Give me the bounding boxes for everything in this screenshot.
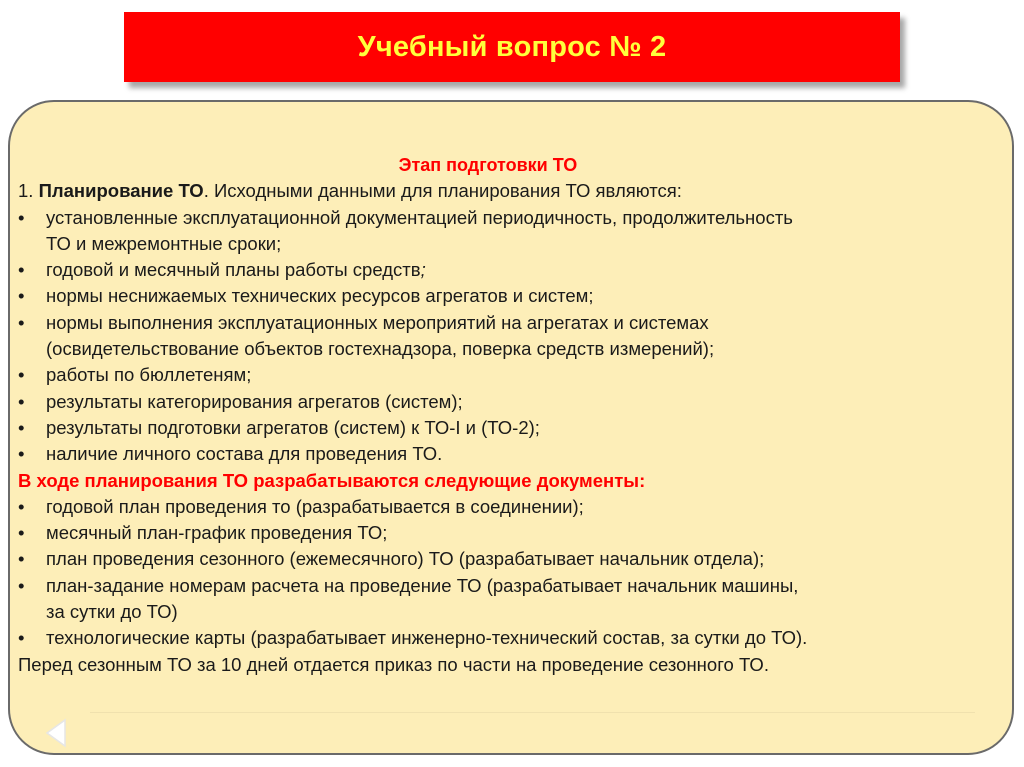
input-item-text bbox=[46, 362, 996, 388]
bullet-icon: • bbox=[18, 416, 25, 438]
text-line: нормы выполнения эксплуатационных мероприятий на агрегатах и системах bbox=[46, 311, 709, 333]
text-line: установленные эксплуатационной документацией периодичность, продолжительность bbox=[46, 206, 793, 228]
bullet-icon: • bbox=[18, 522, 25, 544]
input-item-text bbox=[46, 441, 996, 467]
intro-line bbox=[18, 178, 998, 204]
document-item bbox=[18, 494, 998, 520]
text-line: месячный план-график проведения ТО; bbox=[46, 522, 388, 544]
text-line: план-задание номерам расчета на проведение ТО (разрабатывает начальник машины, bbox=[46, 574, 799, 596]
documents-heading: В ходе планирования ТО разрабатываются следующие документы: bbox=[18, 469, 646, 491]
bullet-icon: • bbox=[18, 627, 25, 649]
bullet-icon: • bbox=[18, 443, 25, 465]
document-item-text bbox=[46, 573, 996, 626]
intro-rest: . Исходными данными для планирования ТО являются: bbox=[203, 180, 682, 202]
input-item-text bbox=[46, 257, 996, 283]
text-line: план проведения сезонного (ежемесячного) ТО (разрабатывает начальник отдела); bbox=[46, 548, 765, 570]
document-item-text bbox=[46, 520, 996, 546]
play-left-arrow-icon[interactable] bbox=[44, 718, 68, 748]
input-item-text bbox=[46, 415, 996, 441]
text-line: результаты категорирования агрегатов (систем); bbox=[46, 390, 463, 412]
text-line: годовой план проведения то (разрабатывается в соединении); bbox=[46, 495, 584, 517]
text-line: технологические карты (разрабатывает инженерно-технический состав, за сутки до ТО). bbox=[46, 627, 808, 649]
input-item bbox=[18, 205, 998, 258]
document-item-text bbox=[46, 546, 996, 572]
input-item bbox=[18, 415, 998, 441]
input-item bbox=[18, 441, 998, 467]
documents-list bbox=[18, 494, 998, 652]
text-line: наличие личного состава для проведения ТО. bbox=[46, 443, 443, 465]
italic-tail: ; bbox=[420, 259, 426, 281]
text-line-continued: ТО и межремонтные сроки; bbox=[46, 232, 282, 254]
bullet-icon: • bbox=[18, 285, 25, 307]
intro-number: 1. bbox=[18, 180, 39, 202]
divider bbox=[90, 712, 975, 713]
document-item bbox=[18, 546, 998, 572]
title-bar bbox=[124, 12, 900, 82]
bullet-icon: • bbox=[18, 548, 25, 570]
slide-content bbox=[18, 152, 998, 678]
text-line: работы по бюллетеням; bbox=[46, 364, 252, 386]
bullet-icon: • bbox=[18, 574, 25, 596]
input-item bbox=[18, 362, 998, 388]
input-item bbox=[18, 283, 998, 309]
input-item bbox=[18, 257, 998, 283]
intro-bold: Планирование ТО bbox=[38, 180, 204, 202]
text-line: результаты подготовки агрегатов (систем) к ТО-I и (ТО-2); bbox=[46, 416, 540, 438]
bullet-icon: • bbox=[18, 311, 25, 333]
document-item-text bbox=[46, 494, 996, 520]
closing-line: Перед сезонным ТО за 10 дней отдается приказ по части на проведение сезонного ТО. bbox=[18, 653, 769, 675]
slide-title: Учебный вопрос № 2 bbox=[357, 30, 667, 63]
document-item bbox=[18, 625, 998, 651]
bullet-icon: • bbox=[18, 206, 25, 228]
section-heading: Этап подготовки ТО bbox=[398, 155, 578, 175]
input-item bbox=[18, 310, 998, 363]
text-line-continued: (освидетельствование объектов гостехнадзора, поверка средств измерений); bbox=[46, 338, 715, 360]
input-item-text bbox=[46, 389, 996, 415]
text-line-continued: за сутки до ТО) bbox=[46, 601, 178, 623]
document-item-text bbox=[46, 625, 996, 651]
text-line: нормы неснижаемых технических ресурсов агрегатов и систем; bbox=[46, 285, 594, 307]
input-data-list bbox=[18, 205, 998, 468]
input-item-text bbox=[46, 310, 996, 363]
bullet-icon: • bbox=[18, 259, 25, 281]
bullet-icon: • bbox=[18, 495, 25, 517]
input-item bbox=[18, 389, 998, 415]
document-item bbox=[18, 520, 998, 546]
bullet-icon: • bbox=[18, 364, 25, 386]
input-item-text bbox=[46, 205, 996, 258]
text-line: годовой и месячный планы работы средств bbox=[46, 259, 421, 281]
input-item-text bbox=[46, 283, 996, 309]
bullet-icon: • bbox=[18, 390, 25, 412]
document-item bbox=[18, 573, 998, 626]
